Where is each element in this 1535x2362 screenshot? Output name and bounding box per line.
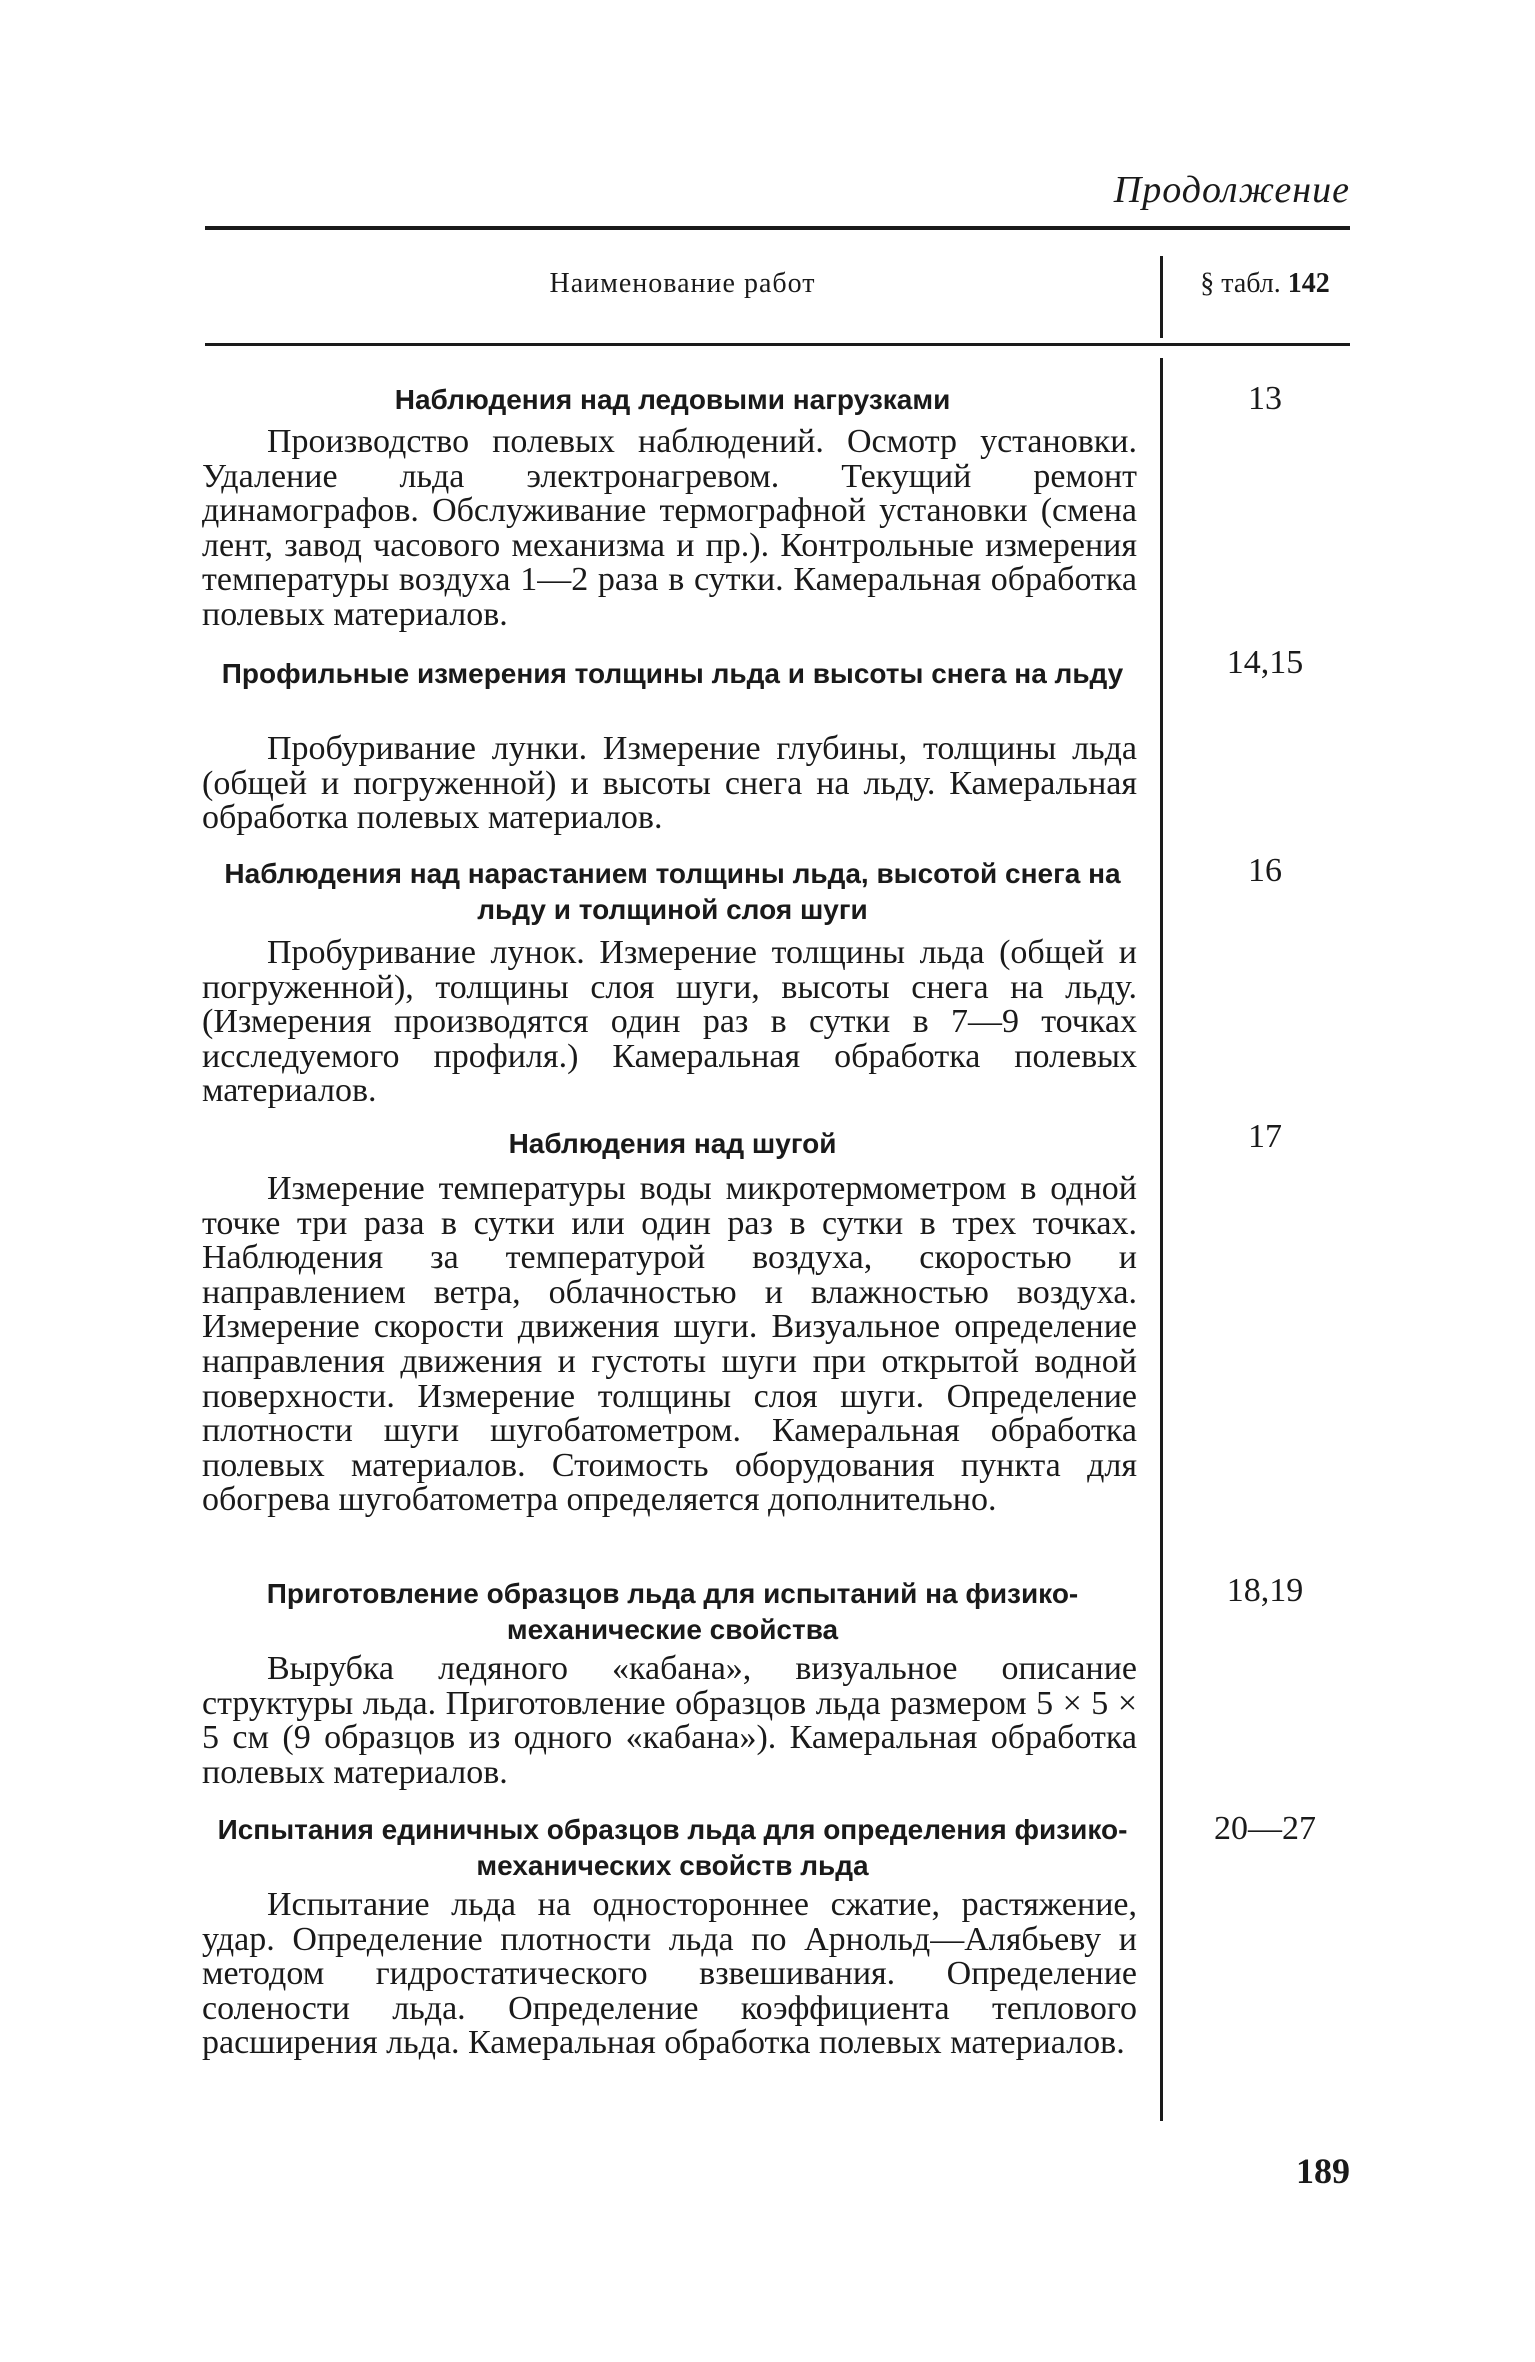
section-title: Испытания единичных образцов льда для определения физико-механических свойств льда (217, 1814, 1128, 1881)
section-text: Пробуривание лунки. Измерение глубины, толщины льда (общей и погруженной) и высоты снега на льду. Камеральная обработка полевых материалов. (202, 730, 1137, 837)
page-number: 189 (1296, 2151, 1350, 2191)
header-column-divider (1160, 256, 1163, 338)
column-header-ref (1175, 268, 1355, 300)
section-title: Наблюдения над нарастанием толщины льда, высотой снега на льду и толщиной слоя шуги (224, 858, 1121, 925)
table-top-rule (205, 226, 1350, 230)
section-title: Профильные измерения толщины льда и высоты снега на льду (221, 658, 1124, 689)
section-title: Наблюдения над ледовыми нагрузками (394, 384, 951, 415)
section-ref: 14,15 (1226, 644, 1304, 681)
body-column-divider (1160, 358, 1163, 2121)
section-ref: 17 (1248, 1118, 1282, 1155)
section-ref: 16 (1248, 852, 1282, 889)
continuation-label: Продолжение (1113, 169, 1350, 211)
section-title: Приготовление образцов льда для испытаний на физико-механические свойства (266, 1578, 1079, 1645)
section-text: Вырубка ледяного «кабана», визуальное описание структуры льда. Приготовление образцов льда размером 5 × 5 × 5 см (9 образцов из одного «кабана»). Камеральная обработка полевых материалов. (202, 1650, 1137, 1791)
section-ref: 13 (1248, 380, 1282, 417)
column-header-ref-number: 142 (1287, 268, 1330, 299)
section-ref: 20—27 (1214, 1810, 1316, 1847)
column-header-name: Наименование работ (549, 268, 816, 299)
section-text: Пробуривание лунок. Измерение толщины льда (общей и погруженной), толщины слоя шуги, высоты снега на льду. (Измерения производятся один раз в сутки в 7—9 точках исследуемого профиля.) Камеральная обработка полевых материалов. (202, 934, 1137, 1110)
section-title: Наблюдения над шугой (508, 1128, 837, 1159)
section-text: Испытание льда на одностороннее сжатие, растяжение, удар. Определение плотности льда по Арнольд—Алябьеву и методом гидростатического взвешивания. Определение солености льда. Определение коэффициента теплового расширения льда. Камеральная обработка полевых материалов. (202, 1886, 1137, 2062)
table-header-rule (205, 343, 1350, 346)
section-ref: 18,19 (1226, 1572, 1304, 1609)
section-text: Производство полевых наблюдений. Осмотр установки. Удаление льда электронагревом. Текущий ремонт динамографов. Обслуживание термографной установки (смена лент, завод часового механизма и пр.). Контрольные измерения температуры воздуха 1—2 раза в сутки. Камеральная обработка полевых материалов. (202, 423, 1137, 633)
section-text: Измерение температуры воды микротермометром в одной точке три раза в сутки или один раз в сутки в трех точках. Наблюдения за температурой воздуха, скоростью и направлением ветра, облачностью и влажностью воздуха. Измерение скорости движения шуги. Визуальное определение направления движения и густоты шуги при открытой водной поверхности. Измерение толщины слоя шуги. Определение плотности шуги шугобатометром. Камеральная обработка полевых материалов. Стоимость оборудования пункта для обогрева шугобатометра определяется дополнительно. (202, 1170, 1137, 1519)
column-header-ref-prefix: § табл. (1200, 268, 1288, 299)
